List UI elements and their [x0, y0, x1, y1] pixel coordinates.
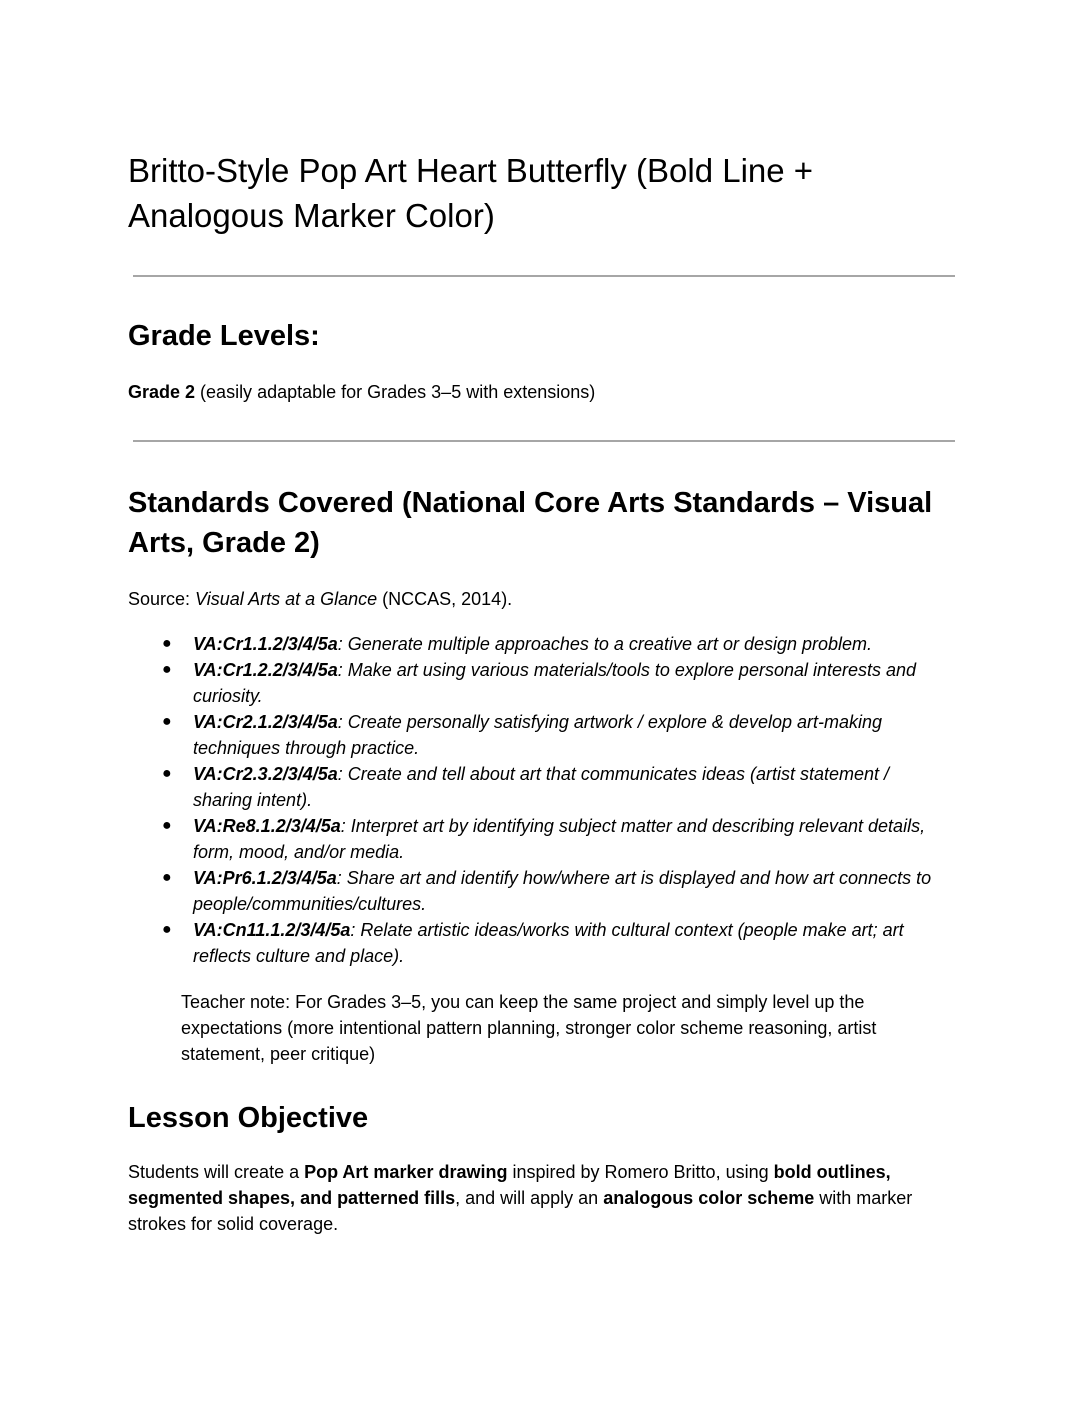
objective-heading: Lesson Objective — [128, 1102, 369, 1134]
standards-heading: Standards Covered (National Core Arts Standards – Visual Arts, Grade 2) — [128, 487, 933, 559]
standard-code: VA:Re8.1.2/3/4/5a — [193, 816, 341, 836]
grade-rest: (easily adaptable for Grades 3–5 with extensions) — [195, 382, 596, 402]
source-title: Visual Arts at a Glance — [195, 589, 378, 609]
bullet-icon: ● — [162, 869, 172, 886]
page-title: Britto-Style Pop Art Heart Butterfly (Bold Line + Analogous Marker Color) — [128, 152, 814, 234]
horizontal-rule — [133, 275, 955, 277]
standard-description: : Interpret art by identifying subject matter and describing relevant details, form, mood, and/or media. — [193, 816, 926, 862]
bullet-icon: ● — [162, 765, 172, 782]
bullet-icon: ● — [162, 713, 172, 730]
grade-bold: Grade 2 — [128, 382, 196, 402]
standard-item — [128, 709, 953, 761]
grade-levels-text — [128, 379, 595, 405]
standard-description: : Relate artistic ideas/works with cultural context (people make art; art reflects culture and place). — [193, 920, 904, 966]
bullet-icon: ● — [162, 635, 172, 652]
standards-source: Source: Visual Arts at a Glance (NCCAS, 2014). — [128, 589, 513, 609]
standard-item — [128, 761, 953, 813]
grade-levels-heading: Grade Levels: — [128, 320, 320, 352]
standard-code: VA:Cr1.2.2/3/4/5a — [193, 660, 338, 680]
standard-description: : Generate multiple approaches to a creative art or design problem. — [337, 634, 873, 654]
standard-code: VA:Cr1.1.2/3/4/5a — [193, 634, 338, 654]
standard-code: VA:Cr2.3.2/3/4/5a — [193, 764, 338, 784]
standard-item — [128, 865, 953, 917]
standard-code: VA:Pr6.1.2/3/4/5a — [193, 868, 337, 888]
standards-list — [128, 631, 958, 969]
standard-description: : Create personally satisfying artwork / explore & develop art-making techniques through practice. — [193, 712, 882, 758]
standard-description: : Create and tell about art that communicates ideas (artist statement / sharing intent). — [193, 764, 890, 810]
teacher-note: Teacher note: For Grades 3–5, you can keep the same project and simply level up the expectations (more intentional pattern planning, stronger color scheme reasoning, artist statement, peer critique) — [181, 992, 877, 1064]
standard-item — [128, 657, 953, 709]
bullet-icon: ● — [162, 817, 172, 834]
standard-description: : Share art and identify how/where art is displayed and how art connects to people/communities/cultures. — [193, 868, 932, 914]
standard-description: : Make art using various materials/tools to explore personal interests and curiosity. — [193, 660, 917, 706]
standard-item — [128, 631, 953, 657]
objective-text: Students will create a Pop Art marker drawing inspired by Romero Britto, using bold outlines, segmented shapes, and patterned fills, and will apply an analogous color scheme with marker strokes for solid coverage. — [128, 1162, 913, 1234]
standard-code: VA:Cr2.1.2/3/4/5a — [193, 712, 338, 732]
standard-item — [128, 813, 953, 865]
bullet-icon: ● — [162, 661, 172, 678]
standard-item — [128, 917, 953, 969]
horizontal-rule — [133, 440, 955, 442]
standard-code: VA:Cn11.1.2/3/4/5a — [193, 920, 351, 940]
bullet-icon: ● — [162, 921, 172, 938]
